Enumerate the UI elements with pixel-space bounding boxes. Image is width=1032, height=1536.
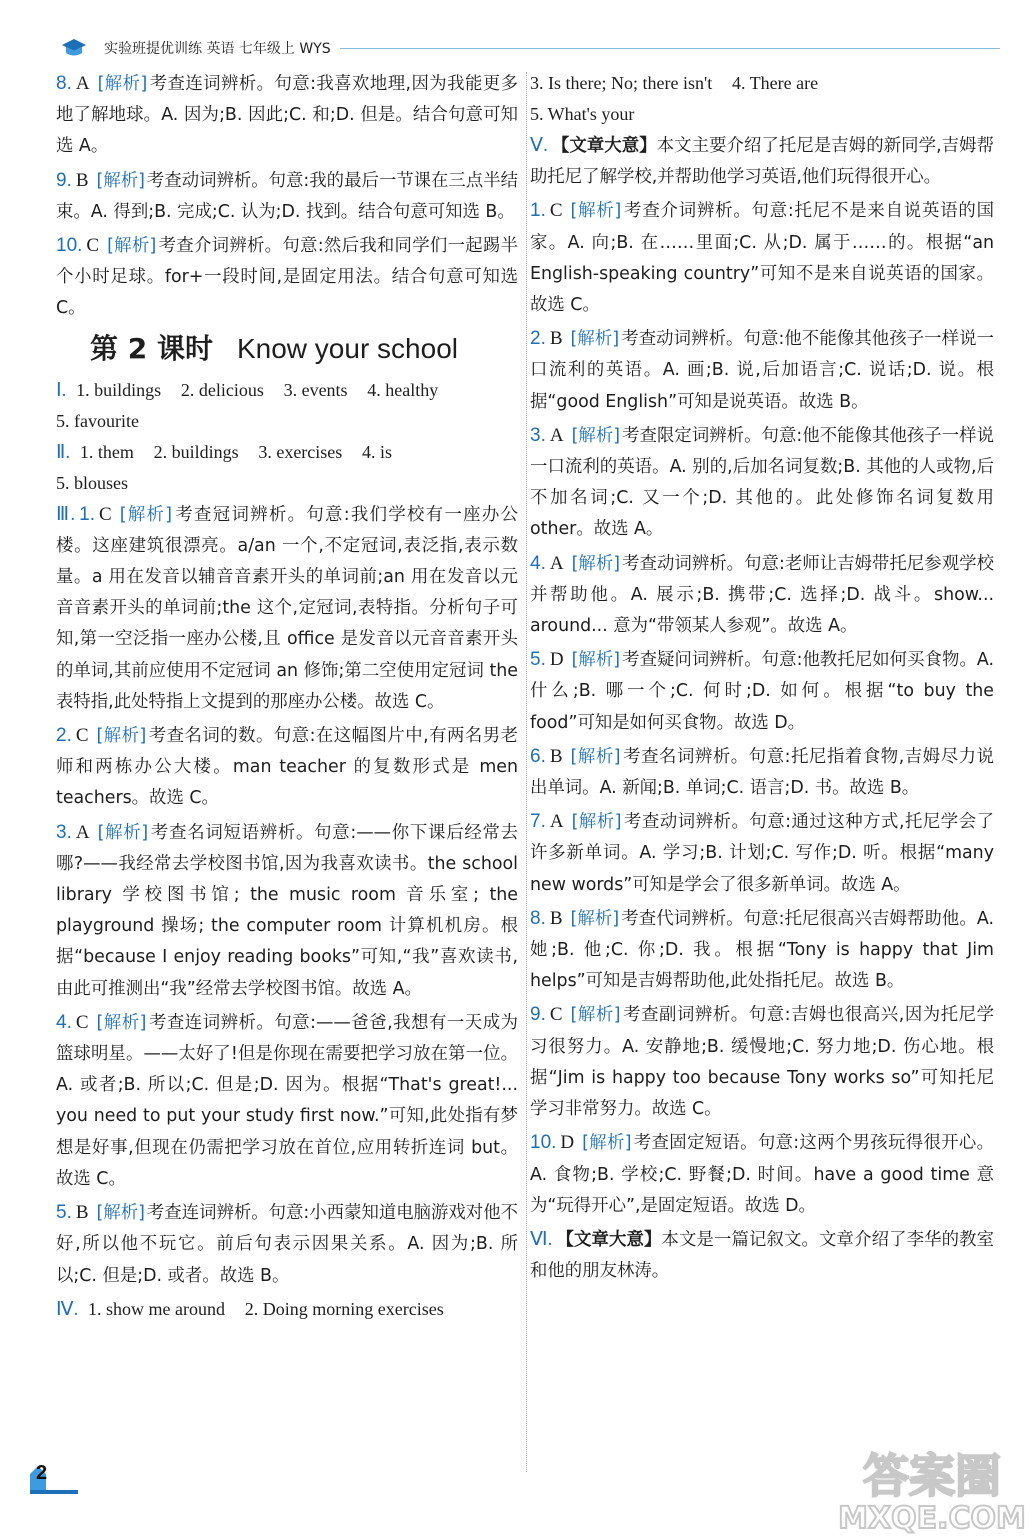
answer-entry-3-3: [56, 817, 518, 1005]
analysis-tag: [解析]: [570, 746, 621, 767]
book-title: 实验班提优训练 英语 七年级上 WYS: [104, 41, 331, 57]
analysis-text: 考查动词辨析。句意:他不能像其他孩子一样说一口流利的英语。A. 画;B. 说,后加语言;C. 说话;D. 说。根据“good English”可知是说英语。故选 B。: [530, 329, 994, 412]
answer-letter: C: [86, 235, 100, 257]
question-number: 7.: [530, 811, 546, 833]
column-divider: [526, 72, 527, 1472]
section-4-row-cont-2: [530, 99, 994, 130]
section-6-summary: [530, 1224, 994, 1287]
question-number: 2.: [530, 328, 546, 350]
answer-letter: B: [549, 745, 563, 767]
answer-letter: A: [549, 552, 564, 574]
analysis-tag: [解析]: [571, 425, 621, 446]
svg-text:MXQE.COM: MXQE.COM: [838, 1501, 1026, 1536]
answer-letter: D: [560, 1132, 575, 1154]
analysis-text: 考查名词短语辨析。句意:——你下课后经常去哪?——我经常去学校图书馆,因为我喜欢读书。the school library 学校图书馆; the music room 音乐室; the playground 操场; the computer room 计算机机房。根据“because I enjoy reading books”可知,“我”喜欢读书,由此可推测出“我”经常去学校图书馆。故选 A。: [56, 822, 518, 999]
fill-answer: 5. favourite: [56, 410, 139, 431]
analysis-text: 考查冠词辨析。句意:我们学校有一座办公楼。这座建筑很漂亮。a/an 一个,不定冠词,表泛指,表示数量。a 用在发音以辅音音素开头的单词前;an 用在发音以元音音素开头的单词前;the 这个,定冠词,表特指。分析句子可知,第一空泛指一座办公楼,且 office 是发音以元音音素开头的单词,其前应使用不定冠词 an 修饰;第二空使用定冠词 the 表特指,此处特指上文提到的那座办公楼。故选 C。: [56, 504, 518, 712]
section-numeral: Ⅴ.: [530, 135, 548, 156]
section-5-summary: [530, 130, 994, 193]
fill-answer: 4. is: [362, 441, 393, 462]
question-number: 3.: [56, 821, 72, 843]
answer-entry-5-8: [530, 903, 994, 998]
answer-entry-9: [56, 165, 518, 228]
answer-entry-8: [56, 68, 518, 163]
answer-letter: B: [75, 1202, 89, 1224]
analysis-tag: [解析]: [107, 236, 157, 257]
answer-entry-5-5: [530, 644, 994, 739]
question-number: 4.: [56, 1011, 72, 1033]
lesson-title-en: Know your school: [236, 332, 458, 364]
analysis-text: 考查连词辨析。句意:小西蒙知道电脑游戏对他不好,所以他不玩它。前后句表示因果关系。A. 因为;B. 所以;C. 但是;D. 或者。故选 B。: [56, 1203, 518, 1286]
answer-entry-5-2: [530, 323, 994, 418]
question-number: 10.: [56, 235, 83, 257]
summary-tag: 【文章大意】: [556, 1229, 662, 1250]
page-header: [60, 36, 1000, 60]
analysis-tag: [解析]: [119, 504, 173, 525]
left-column: [56, 68, 518, 1325]
analysis-text: 考查动词辨析。句意:老师让吉姆带托尼参观学校并帮助他。A. 展示;B. 携带;C. 选择;D. 战斗。show... around... 意为“带领某人参观”。故选 A。: [530, 553, 994, 637]
analysis-tag: [解析]: [571, 650, 621, 671]
answer-letter: A: [549, 811, 564, 833]
section-numeral: Ⅳ.: [56, 1298, 79, 1320]
summary-text: 本文主要介绍了托尼是吉姆的新同学,吉姆帮助托尼了解学校,并帮助他学习英语,他们玩得很开心。: [530, 136, 995, 188]
fill-answer: 2. buildings: [153, 441, 239, 462]
analysis-tag: [解析]: [570, 201, 622, 222]
question-number: 5.: [56, 1202, 72, 1224]
question-number: 4.: [530, 552, 546, 574]
analysis-text: 考查名词辨析。句意:托尼指着食物,吉姆尽力说出单词。A. 新闻;B. 单词;C. 语言;D. 书。故选 B。: [530, 746, 995, 799]
question-number: 8.: [56, 73, 72, 94]
answer-entry-3-1: [56, 499, 518, 718]
fill-answer: 1. buildings: [76, 379, 162, 400]
analysis-tag: [解析]: [570, 1005, 621, 1026]
answer-entry-5-3: [530, 420, 994, 546]
answer-letter: C: [75, 1011, 89, 1033]
question-number: 8.: [530, 907, 546, 929]
answer-letter: C: [99, 503, 112, 525]
answer-letter: C: [549, 200, 563, 222]
question-number: 9.: [56, 169, 72, 191]
section-numeral: Ⅲ.: [56, 503, 76, 525]
fill-answer: 4. healthy: [367, 379, 439, 400]
analysis-tag: [解析]: [97, 74, 148, 94]
lesson-title: [90, 327, 518, 371]
section-numeral: Ⅱ.: [56, 441, 71, 463]
analysis-text: 考查名词的数。句意:在这幅图片中,有两名男老师和两栋办公大楼。man teacher 的复数形式是 men teachers。故选 C。: [56, 726, 518, 809]
fill-answer: 5. blouses: [56, 472, 128, 493]
section-1-row: [56, 375, 518, 406]
analysis-tag: [解析]: [96, 170, 145, 191]
answer-entry-10: [56, 230, 518, 325]
analysis-text: 考查介词辨析。句意:然后我和同学们一起踢半个小时足球。for+一段时间,是固定用法。结合句意可知选 C。: [56, 236, 518, 319]
header-rule: [340, 48, 1000, 49]
question-number: 5.: [530, 649, 546, 671]
analysis-tag: [解析]: [96, 1203, 145, 1224]
question-number: 1.: [79, 503, 96, 525]
analysis-text: 考查固定短语。句意:这两个男孩玩得很开心。A. 食物;B. 学校;C. 野餐;D. 时间。have a good time 意为“玩得开心”,是固定短语。故选 D。: [530, 1133, 994, 1216]
answer-letter: B: [75, 169, 89, 191]
analysis-text: 考查疑问词辨析。句意:他教托尼如何买食物。A. 什么;B. 哪一个;C. 何时;D. 如何。根据“to buy the food”可知是如何买食物。故选 D。: [530, 650, 995, 733]
answer-letter: B: [549, 907, 563, 929]
answer-letter: B: [549, 328, 563, 350]
lesson-title-cn: 第 2 课时: [90, 331, 213, 365]
section-1-row-2: [56, 406, 518, 437]
watermark-logo: [832, 1440, 1032, 1536]
fill-answer: 4. There are: [731, 73, 819, 93]
fill-answer: 3. Is there; No; there isn't: [530, 73, 713, 93]
answer-letter: A: [549, 424, 564, 446]
answer-entry-3-5: [56, 1197, 518, 1292]
answer-entry-3-4: [56, 1007, 518, 1195]
fill-answer: 1. them: [79, 441, 134, 462]
analysis-text: 考查连词辨析。句意:我喜欢地理,因为我能更多地了解地球。A. 因为;B. 因此;C. 和;D. 但是。结合句意可知选 A。: [56, 74, 518, 157]
question-number: 3.: [530, 424, 546, 446]
analysis-tag: [解析]: [570, 908, 620, 929]
answer-letter: C: [75, 725, 89, 747]
analysis-tag: [解析]: [582, 1133, 632, 1154]
analysis-tag: [解析]: [96, 726, 147, 747]
book-logo-icon: [60, 36, 88, 60]
fill-answer: 1. show me around: [88, 1298, 226, 1319]
summary-tag: 【文章大意】: [551, 136, 657, 156]
analysis-text: 考查限定词辨析。句意:他不能像其他孩子一样说一口流利的英语。A. 别的,后加名词复数;B. 其他的人或物,后不加名词;C. 又一个;D. 其他的。此处修饰名词复数用 other。故选 A。: [530, 425, 994, 540]
answer-letter: A: [75, 821, 90, 843]
question-number: 9.: [530, 1004, 546, 1026]
answer-entry-5-6: [530, 741, 994, 804]
question-number: 2.: [56, 725, 72, 747]
answer-letter: D: [549, 649, 564, 671]
page-number: 2: [36, 1462, 48, 1484]
answer-entry-5-1: [530, 195, 994, 321]
analysis-text: 考查动词辨析。句意:我的最后一节课在三点半结束。A. 得到;B. 完成;C. 认为;D. 找到。结合句意可知选 B。: [56, 170, 518, 222]
answer-entry-5-7: [530, 806, 994, 901]
fill-answer: 5. What's your: [530, 104, 635, 124]
analysis-text: 考查代词辨析。句意:托尼很高兴吉姆帮助他。A. 她;B. 他;C. 你;D. 我。根据“Tony is happy that Jim helps”可知是吉姆帮助他,此处指托尼。故选 B。: [530, 908, 995, 992]
question-number: 6.: [530, 745, 546, 767]
section-numeral: Ⅰ.: [56, 379, 67, 401]
section-numeral: Ⅵ.: [530, 1228, 553, 1250]
analysis-tag: [解析]: [571, 553, 621, 574]
fill-answer: 3. exercises: [258, 441, 343, 462]
analysis-text: 考查动词辨析。句意:通过这种方式,托尼学会了许多新单词。A. 学习;B. 计划;C. 写作;D. 听。根据“many new words”可知是学会了很多新单词。故选 A。: [530, 812, 995, 895]
fill-answer: 3. events: [283, 379, 348, 400]
analysis-tag: [解析]: [96, 1012, 147, 1033]
section-4-row: [56, 1294, 518, 1325]
analysis-text: 考查副词辨析。句意:吉姆也很高兴,因为托尼学习很努力。A. 安静地;B. 缓慢地;C. 努力地;D. 伤心地。根据“Jim is happy too because Tony works so”可知托尼学习非常努力。故选 C。: [530, 1005, 995, 1120]
answer-entry-5-4: [530, 548, 994, 643]
fill-answer: 2. Doing morning exercises: [244, 1298, 444, 1319]
svg-text:答案圈: 答案圈: [863, 1449, 1001, 1503]
section-4-row-cont: [530, 68, 994, 99]
fill-answer: 2. delicious: [180, 379, 264, 400]
question-number: 10.: [530, 1132, 557, 1154]
right-column: [530, 68, 994, 1289]
analysis-tag: [解析]: [570, 329, 620, 350]
analysis-tag: [解析]: [97, 822, 149, 843]
summary-text: 本文是一篇记叙文。文章介绍了李华的教室和他的朋友林涛。: [530, 1229, 994, 1282]
answer-entry-5-10: [530, 1127, 994, 1222]
answer-letter: C: [549, 1004, 563, 1026]
analysis-text: 考查连词辨析。句意:——爸爸,我想有一天成为篮球明星。——太好了!但是你现在需要把学习放在第一位。A. 或者;B. 所以;C. 但是;D. 因为。根据“That's great!... you need to put your study first now.”可知,此处指有梦想是好事,但现在仍需把学习放在首位,应用转折连词 but。故选 C。: [56, 1012, 518, 1189]
answer-entry-5-9: [530, 999, 994, 1125]
question-number: 1.: [530, 200, 546, 222]
answer-letter: A: [75, 73, 90, 94]
analysis-text: 考查介词辨析。句意:托尼不是来自说英语的国家。A. 向;B. 在……里面;C. 从;D. 属于……的。根据“an English-speaking country”可知不是来自说英语的国家。故选 C。: [530, 201, 994, 316]
section-2-row-2: [56, 468, 518, 499]
answer-entry-3-2: [56, 720, 518, 815]
analysis-tag: [解析]: [571, 812, 622, 833]
section-2-row: [56, 437, 518, 468]
